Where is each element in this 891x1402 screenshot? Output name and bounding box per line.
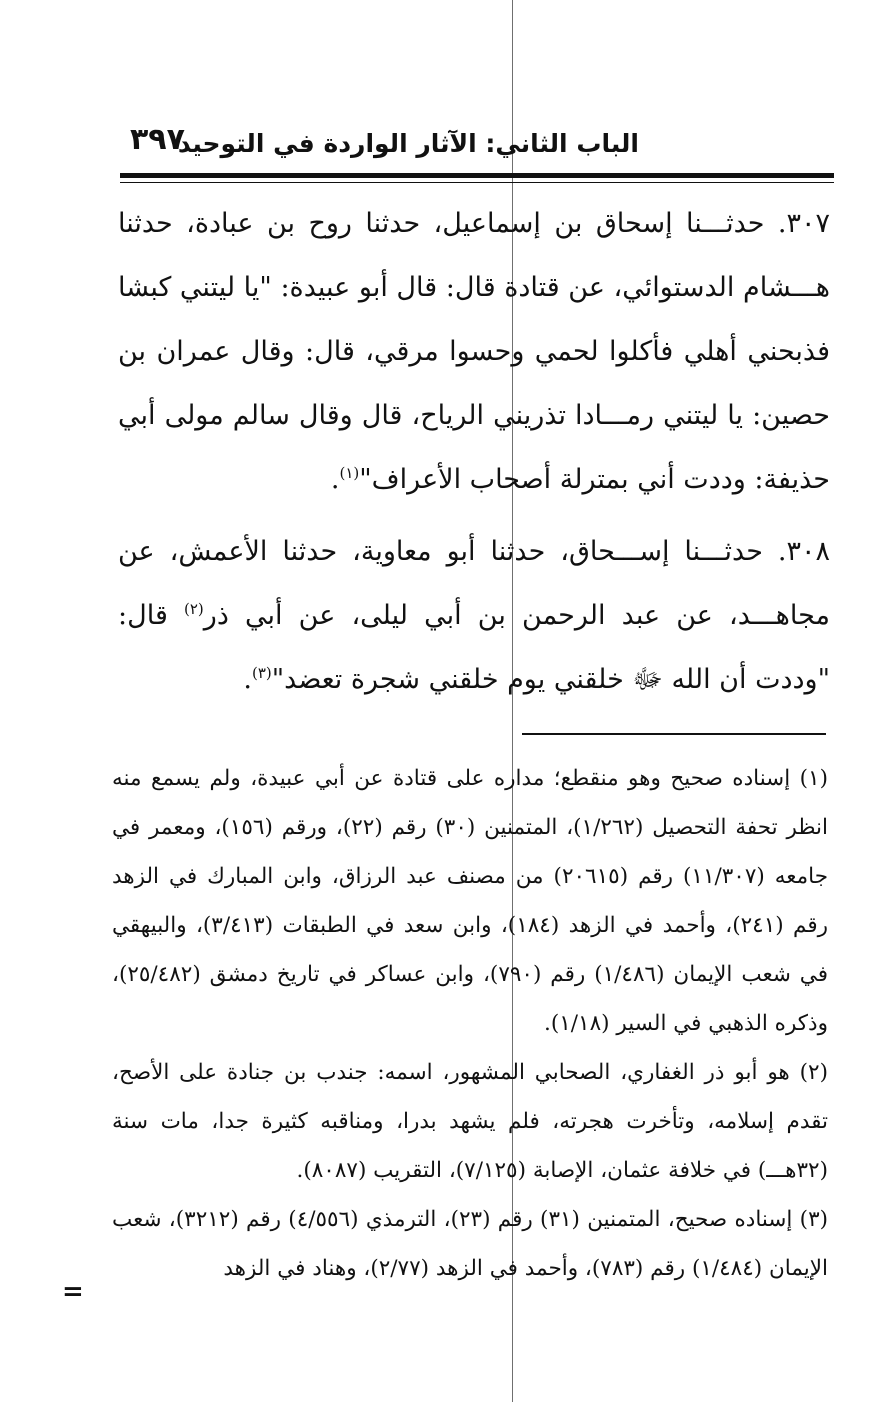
page-number: ٣٩٧ [130,122,185,157]
footnote-number: (١) [799,766,828,791]
paragraph-307 [118,192,830,512]
paragraph-307-end: . [330,464,340,495]
header-rule-thick [120,173,834,178]
paragraph-308-text-b: قال: "وددت أن الله ﷻ خلقني يوم خلقني شجرة تعضد" [118,600,830,695]
footnote-1 [112,754,828,1048]
footnote-separator [522,733,826,735]
footnote-ref-3: (٣) [251,664,272,682]
header-rule-thin [120,182,834,183]
paragraph-308 [118,520,830,712]
paragraph-308-text-a: ٣٠٨. حدثـــنا إســـحاق، حدثنا أبو معاوية، حدثنا الأعمش، عن مجاهـــد، عن عبد الرحمن بن أبي ليلى، عن أبي ذر [118,536,830,631]
continuation-mark: = [62,1277,84,1307]
footnotes [112,754,828,1293]
footnote-number: (٢) [799,1060,828,1085]
main-text [118,192,830,712]
footnote-3 [112,1195,828,1293]
running-header-title: الباب الثاني: الآثار الواردة في التوحيد [177,129,639,158]
footnote-ref-1: (١) [339,464,360,482]
footnote-ref-2: (٢) [184,600,204,618]
footnote-text: إسناده صحيح وهو منقطع؛ مداره على قتادة عن أبي عبيدة، ولم يسمع منه انظر تحفة التحصيل (١/٢٦٢)، المتمنين (٣٠) رقم (٢٢)، ورقم (١٥٦)، ومعمر في جامعه (١١/٣٠٧) رقم (٢٠٦١٥) من مصنف عبد الرزاق، وابن المبارك في الزهد رقم (٢٤١)، وأحمد في الزهد (١٨٤)، وابن سعد في الطبقات (٣/٤١٣)، والبيهقي في شعب الإيمان (١/٤٨٦) رقم (٧٩٠)، وابن عساكر في تاريخ دمشق (٢٥/٤٨٢)، وذكره الذهبي في السير (١/١٨). [112,766,829,1036]
footnote-text: هو أبو ذر الغفاري، الصحابي المشهور، اسمه: جندب بن جنادة على الأصح، تقدم إسلامه، وتأخرت هجرته، فلم يشهد بدرا، ومناقبه كثيرة جدا، مات سنة (٣٢هـــ) في خلافة عثمان، الإصابة (٧/١٢٥)، التقريب (٨٠٨٧). [112,1060,828,1183]
footnote-number: (٣) [799,1207,829,1232]
footnote-text: إسناده صحيح، المتمنين (٣١) رقم (٢٣)، الترمذي (٤/٥٥٦) رقم (٣٢١٢)، شعب الإيمان (١/٤٨٤) رقم (٧٨٣)، وأحمد في الزهد (٢/٧٧)، وهناد في الزهد [112,1207,828,1281]
footnote-2 [112,1048,828,1195]
paragraph-307-text: ٣٠٧. حدثـــنا إسحاق بن إسماعيل، حدثنا روح بن عبادة، حدثنا هـــشام الدستوائي، عن قتادة قال: قال أبو عبيدة: "يا ليتني كبشا فذبحني أهلي فأكلوا لحمي وحسوا مرقي، قال: وقال عمران بن حصين: يا ليتني رمـــادا تذريني الرياح، قال وقال سالم مولى أبي حذيفة: وددت أني بمترلة أصحاب الأعراف" [118,208,830,495]
paragraph-308-end: . [243,664,252,695]
